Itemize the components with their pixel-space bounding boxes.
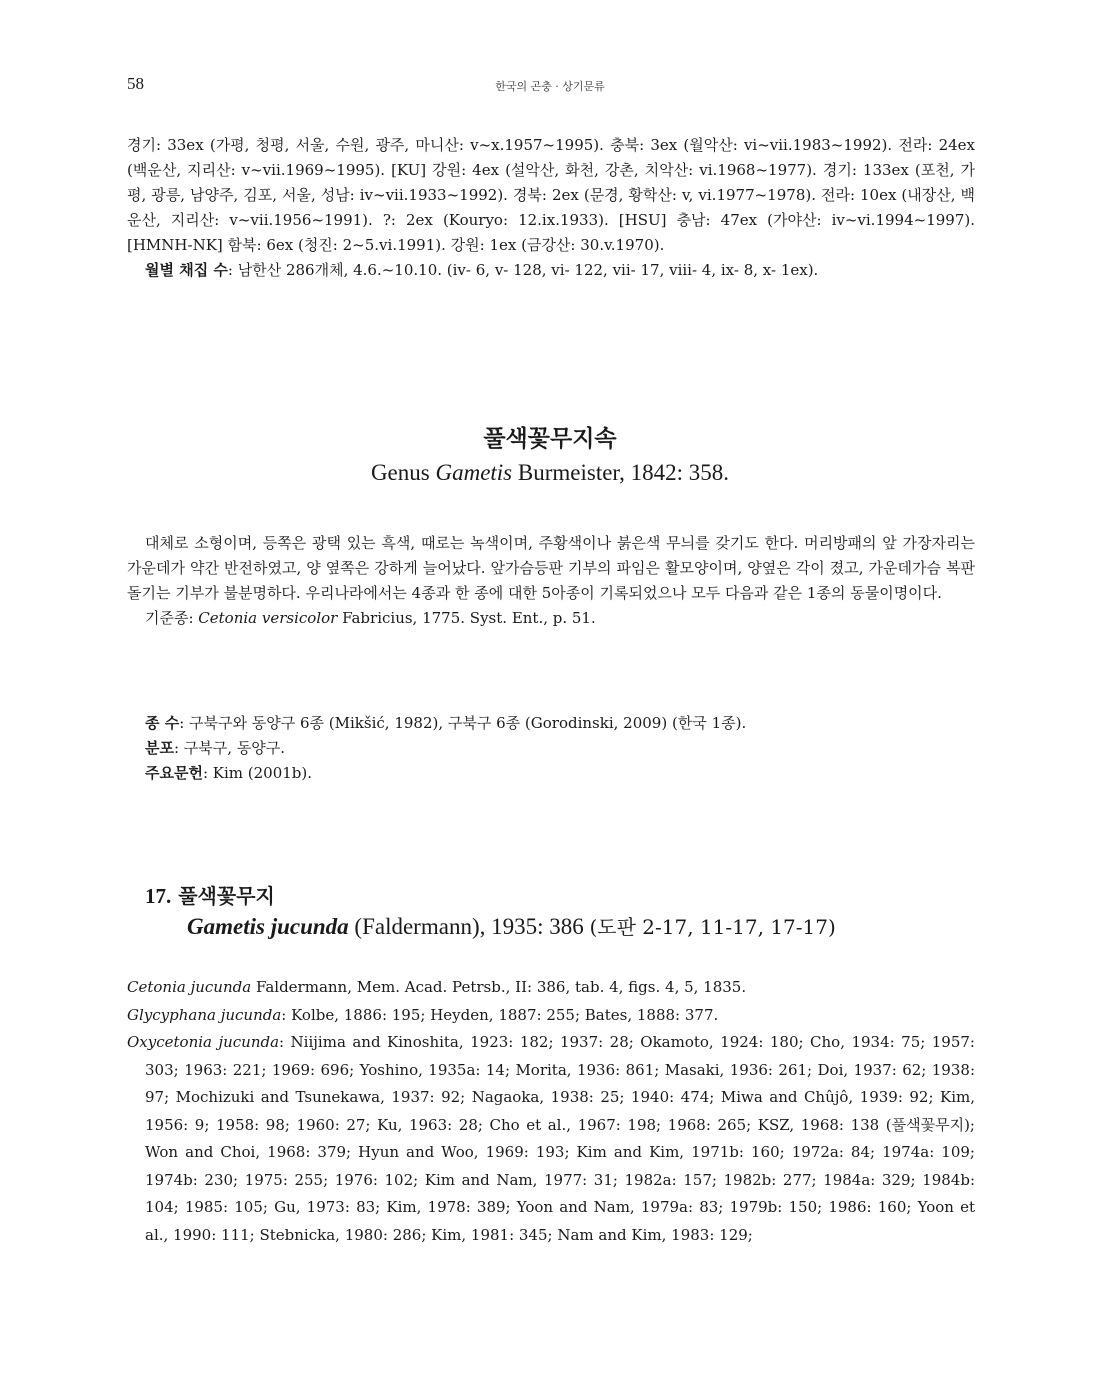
synonymy-entry xyxy=(127,1029,975,1249)
monthly-label: 월별 채집 수 xyxy=(145,261,228,279)
genus-title-prefix: Genus xyxy=(370,460,436,485)
main-literature xyxy=(145,761,975,786)
genus-name: Gametis xyxy=(435,460,513,485)
species-heading xyxy=(145,880,275,909)
synonymy-entry xyxy=(127,1002,975,1030)
species-author: (Faldermann), 1935: 386 xyxy=(348,914,590,939)
synonymy-entry xyxy=(127,974,975,1002)
species-scientific-name: Gametis jucunda xyxy=(187,914,349,939)
species-count-text: : 구북구와 동양구 6종 (Mikšić, 1982), 구북구 6종 (Gorodinski, 2009) (한국 1종). xyxy=(179,714,747,732)
species-plates: (도판 2-17, 11-17, 17-17) xyxy=(589,915,836,939)
running-header: 한국의 곤충 · 상기문류 xyxy=(495,80,605,93)
distribution-text: : 구북구, 동양구. xyxy=(173,739,286,757)
type-species-name: Cetonia versicolor xyxy=(198,609,338,627)
genus-title-suffix: Burmeister, 1842: 358. xyxy=(512,460,730,485)
distribution-label: 분포 xyxy=(145,739,174,757)
synonym-taxon: Oxycetonia jucunda xyxy=(127,1033,280,1051)
species-count-label: 종 수 xyxy=(145,714,180,732)
distribution xyxy=(145,736,975,761)
synonymy-list xyxy=(127,974,975,1249)
synonym-refs: : Kolbe, 1886: 195; Heyden, 1887: 255; Bates, 1888: 377. xyxy=(281,1005,719,1024)
page-number: 58 xyxy=(127,74,144,93)
synonym-refs: Faldermann, Mem. Acad. Petrsb., II: 386, tab. 4, figs. 4, 5, 1835. xyxy=(251,978,747,996)
genus-description xyxy=(127,531,975,631)
monthly-text: : 남한산 286개체, 4.6.~10.10. (iv- 6, v- 128, vi- 122, vii- 17, viii- 4, ix- 8, x- 1ex). xyxy=(227,261,819,279)
species-name-korean: 풀색꽃무지 xyxy=(171,884,275,908)
monthly-collection xyxy=(127,258,975,283)
synonym-taxon: Glycyphana jucunda xyxy=(127,1005,282,1024)
synonym-refs: : Niijima and Kinoshita, 1923: 182; 1937: 28; Okamoto, 1924: 180; Cho, 1934: 75; 1957: 303; 1963: 221; 1969: 696; Yoshino, 1935a: 14; Morita, 1936: 861; Masaki, 1936: 261; Doi, 1937: 62; 1938: 97; Mochizuki and Tsunekawa, 1937: 92; Nagaoka, 1938: 25; 1940: 474; Miwa and Chûjô, 1939: 92; Kim, 1956: 9; 1958: 98; 1960: 27; Ku, 1963: 28; Cho et al., 1967: 198; 1968: 265; KSZ, 1968: 138 (풀색꽃무지); Won and Choi, 1968: 379; Hyun and Woo, 1969: 193; Kim and Kim, 1971b: 160; 1972a: 84; 1974a: 109; 1974b: 230; 1975: 255; 1976: 102; Kim and Nam, 1977: 31; 1982a: 157; 1982b: 277; 1984a: 329; 1984b: 104; 1985: 105; Gu, 1973: 83; Kim, 1978: 389; Yoon and Nam, 1979a: 83; 1979b: 150; 1986: 160; Yoon et al., 1990: 111; Stebnicka, 1980: 286; Kim, 1981: 345; Nam and Kim, 1983: 129; xyxy=(145,1033,975,1244)
genus-metadata xyxy=(127,711,975,786)
genus-title-korean: 풀색꽃무지속 xyxy=(483,426,617,452)
species-number: 17. xyxy=(145,884,172,908)
genus-description-text: 대체로 소형이며, 등쪽은 광택 있는 흑색, 때로는 녹색이며, 주황색이나 붉은색 무늬를 갖기도 한다. 머리방패의 앞 가장자리는 가운데가 약간 반전하였고, 양 옆쪽은 강하게 늘어났다. 앞가슴등판 기부의 파임은 활모양이며, 양옆은 각이 졌고, 가운데가슴 복판 돌기는 기부가 불분명하다. 우리나라에서는 4종과 한 종에 대한 5아종이 기록되었으나 모두 다음과 같은 1종의 동물이명이다. xyxy=(127,534,975,602)
literature-label: 주요문헌 xyxy=(145,764,203,782)
type-species xyxy=(127,606,975,631)
collection-records xyxy=(127,133,975,283)
literature-text: : Kim (2001b). xyxy=(202,764,313,782)
genus-title-latin xyxy=(0,460,1100,486)
type-species-ref: Fabricius, 1775. Syst. Ent., p. 51. xyxy=(337,609,596,627)
type-species-label: 기준종: xyxy=(145,609,199,627)
species-count xyxy=(145,711,975,736)
species-scientific-line xyxy=(187,911,836,940)
synonym-taxon: Cetonia jucunda xyxy=(127,978,252,996)
records-paragraph: 경기: 33ex (가평, 청평, 서울, 수원, 광주, 마니산: v~x.1957~1995). 충북: 3ex (월악산: vi~vii.1983~1992). 전라: 24ex (백운산, 지리산: v~vii.1969~1995). [KU] 강원: 4ex (설악산, 화천, 강촌, 치악산: vi.1968~1977). 경기: 133ex (포천, 가평, 광릉, 남양주, 김포, 서울, 성남: iv~vii.1933~1992). 경북: 2ex (문경, 황학산: v, vi.1977~1978). 전라: 10ex (내장산, 백운산, 지리산: v~vii.1956~1991). ?: 2ex (Kouryo: 12.ix.1933). [HSU] 충남: 47ex (가야산: iv~vi.1994~1997). [HMNH-NK] 함북: 6ex (청진: 2~5.vi.1991). 강원: 1ex (금강산: 30.v.1970). xyxy=(127,136,975,254)
